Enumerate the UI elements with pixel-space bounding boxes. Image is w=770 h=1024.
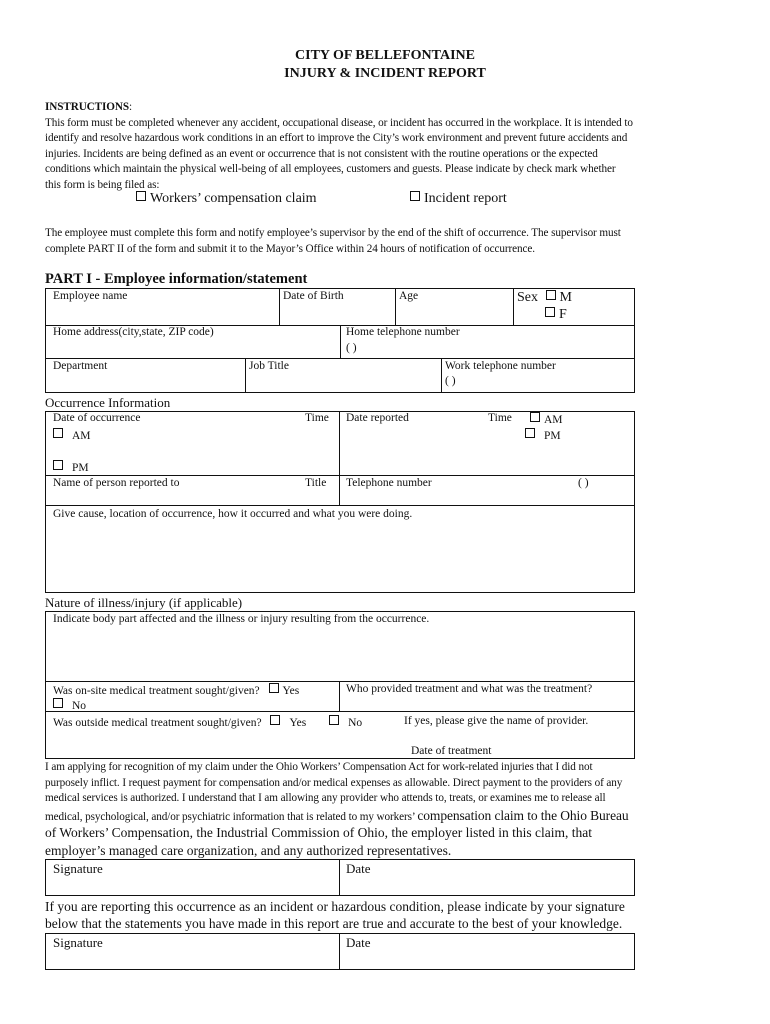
who-provided-field[interactable]: Who provided treatment and what was the treatment? [346,683,593,695]
supervisor-instructions: The employee must complete this form and notify employee’s supervisor by the end of the shift of occurrence. The supervisor must complete PART II of the form and submit it to the Mayor’s Office within 24 hours of notification of occurrence. [45,227,621,255]
cause-field[interactable]: Give cause, location of occurrence, how it occurred and what you were doing. [53,508,413,520]
instructions-line: identify and resolve hazardous work conditions in an effort to improve the City’s work environment and prevent future accidents and [45,132,628,144]
instructions: INSTRUCTIONS: This form must be completed whenever any accident, occupational disease, or incident has occurred in the workplace. It is intended to identify and resolve hazardous work conditions in an effort to improve the City’s work environment and prevent future accidents and injuries. Incidents are being defined as an event or occurrence that is not consistent with the routine operations or the expected conditions which maintain the physical well-being of all employees, customers and guests. Please indicate by check mark whether this form is being filed as: [45,100,735,193]
declaration-continued: of Workers’ Compensation, the Industrial Commission of Ohio, the employer listed in this claim, that employer’s managed care organization, and any authorized representatives. [45,825,592,858]
form-title: CITY OF BELLEFONTAINE [295,48,475,63]
department-field[interactable]: Department [53,360,108,372]
declaration: I am applying for recognition of my claim under the Ohio Workers’ Compensation Act for work-related injuries that I did not purposely inflict. I request payment for compensation and/or medical expenses as allowable. Direct payment to the providers of any medical services is authorized. I understand that I am allowing any provider who attends to, treats, or examines me to release all medical, psychological, and/or psychiatric information that is related to my workers’ compensation claim to the Ohio Bureau [45,761,629,823]
date-of-occurrence-field[interactable]: Date of occurrence [53,412,141,424]
form-subtitle: INJURY & INCIDENT REPORT [284,66,486,81]
reported-pm-checkbox[interactable] [525,428,535,438]
instructions-line: this form is being filed as: [45,178,160,191]
occurrence-pm-checkbox[interactable] [53,460,63,470]
workers-comp-option[interactable]: Workers’ compensation claim [136,191,317,207]
telephone-parens: ( ) [578,477,589,489]
instructions-heading: INSTRUCTIONS [45,101,129,113]
work-phone-parens: ( ) [445,375,456,387]
signature-box-1 [45,859,635,896]
instructions-line: This form must be completed whenever any accident, occupational disease, or incident has occurred in the workplace. It is intended to [45,116,633,129]
sex-f-option[interactable]: F [545,307,567,323]
date-field-2[interactable]: Date [346,935,371,950]
sex-f-checkbox[interactable] [545,307,555,317]
incident-note: If you are reporting this occurrence as an incident or hazardous condition, please indicate by your signature below that the statements you have made in this report are true and accurate to the best of your knowledge. [45,899,625,931]
reported-am-checkbox[interactable] [530,412,540,422]
outside-yes-checkbox[interactable] [270,715,280,725]
dob-field[interactable]: Date of Birth [283,290,344,302]
home-phone-field[interactable]: Home telephone number [346,326,460,338]
employee-name-field[interactable]: Employee name [53,290,128,302]
workers-comp-checkbox[interactable] [136,191,146,201]
onsite-no-checkbox[interactable] [53,698,63,708]
outside-treatment-question: Was outside medical treatment sought/given? Yes No [53,717,363,729]
incident-report-option[interactable]: Incident report [410,191,507,207]
occurrence-am-option[interactable]: AM [53,428,91,442]
part1-title: PART I - Employee information/statement [45,271,308,287]
occurrence-pm-option[interactable]: PM [53,460,89,474]
incident-report-checkbox[interactable] [410,191,420,201]
signature-field-1[interactable]: Signature [53,861,103,876]
work-phone-field[interactable]: Work telephone number [445,360,556,372]
occurrence-title: Occurrence Information [45,395,171,410]
date-reported-field[interactable]: Date reported [346,412,409,424]
home-phone-parens: ( ) [346,342,357,354]
sex-label: Sex M [517,290,572,305]
onsite-yes-checkbox[interactable] [269,683,279,693]
outside-no-checkbox[interactable] [329,715,339,725]
reported-pm-option[interactable]: PM [525,428,561,442]
onsite-treatment-question: Was on-site medical treatment sought/given? Yes [53,685,300,697]
home-address-field[interactable]: Home address(city,state, ZIP code) [53,326,214,338]
sex-m-checkbox[interactable] [546,290,556,300]
telephone-field[interactable]: Telephone number [346,477,432,489]
reported-to-field[interactable]: Name of person reported to [53,477,180,489]
body-part-field[interactable]: Indicate body part affected and the illness or injury resulting from the occurrence. [53,613,430,625]
reported-to-title-field[interactable]: Title [305,477,327,489]
instructions-line: conditions which maintain the physical well-being of all employees, customers and guests. Please indicate by check mark whether [45,163,616,175]
reported-time-label: Time [488,412,512,424]
instructions-line: injuries. Incidents are being defined as an event or occurrence that is not consistent with the routine operations or the expected [45,147,598,160]
reported-am-option[interactable]: AM [530,412,563,426]
signature-box-2 [45,933,635,970]
occurrence-am-checkbox[interactable] [53,428,63,438]
date-of-treatment-field[interactable]: Date of treatment [411,745,492,757]
provider-name-field[interactable]: If yes, please give the name of provider. [404,715,589,727]
job-title-field[interactable]: Job Title [249,360,289,372]
signature-field-2[interactable]: Signature [53,935,103,950]
age-field[interactable]: Age [399,290,419,302]
occurrence-time-label: Time [305,412,329,424]
date-field-1[interactable]: Date [346,861,371,876]
nature-title: Nature of illness/injury (if applicable) [45,595,243,610]
onsite-no-option[interactable]: No [53,698,86,712]
